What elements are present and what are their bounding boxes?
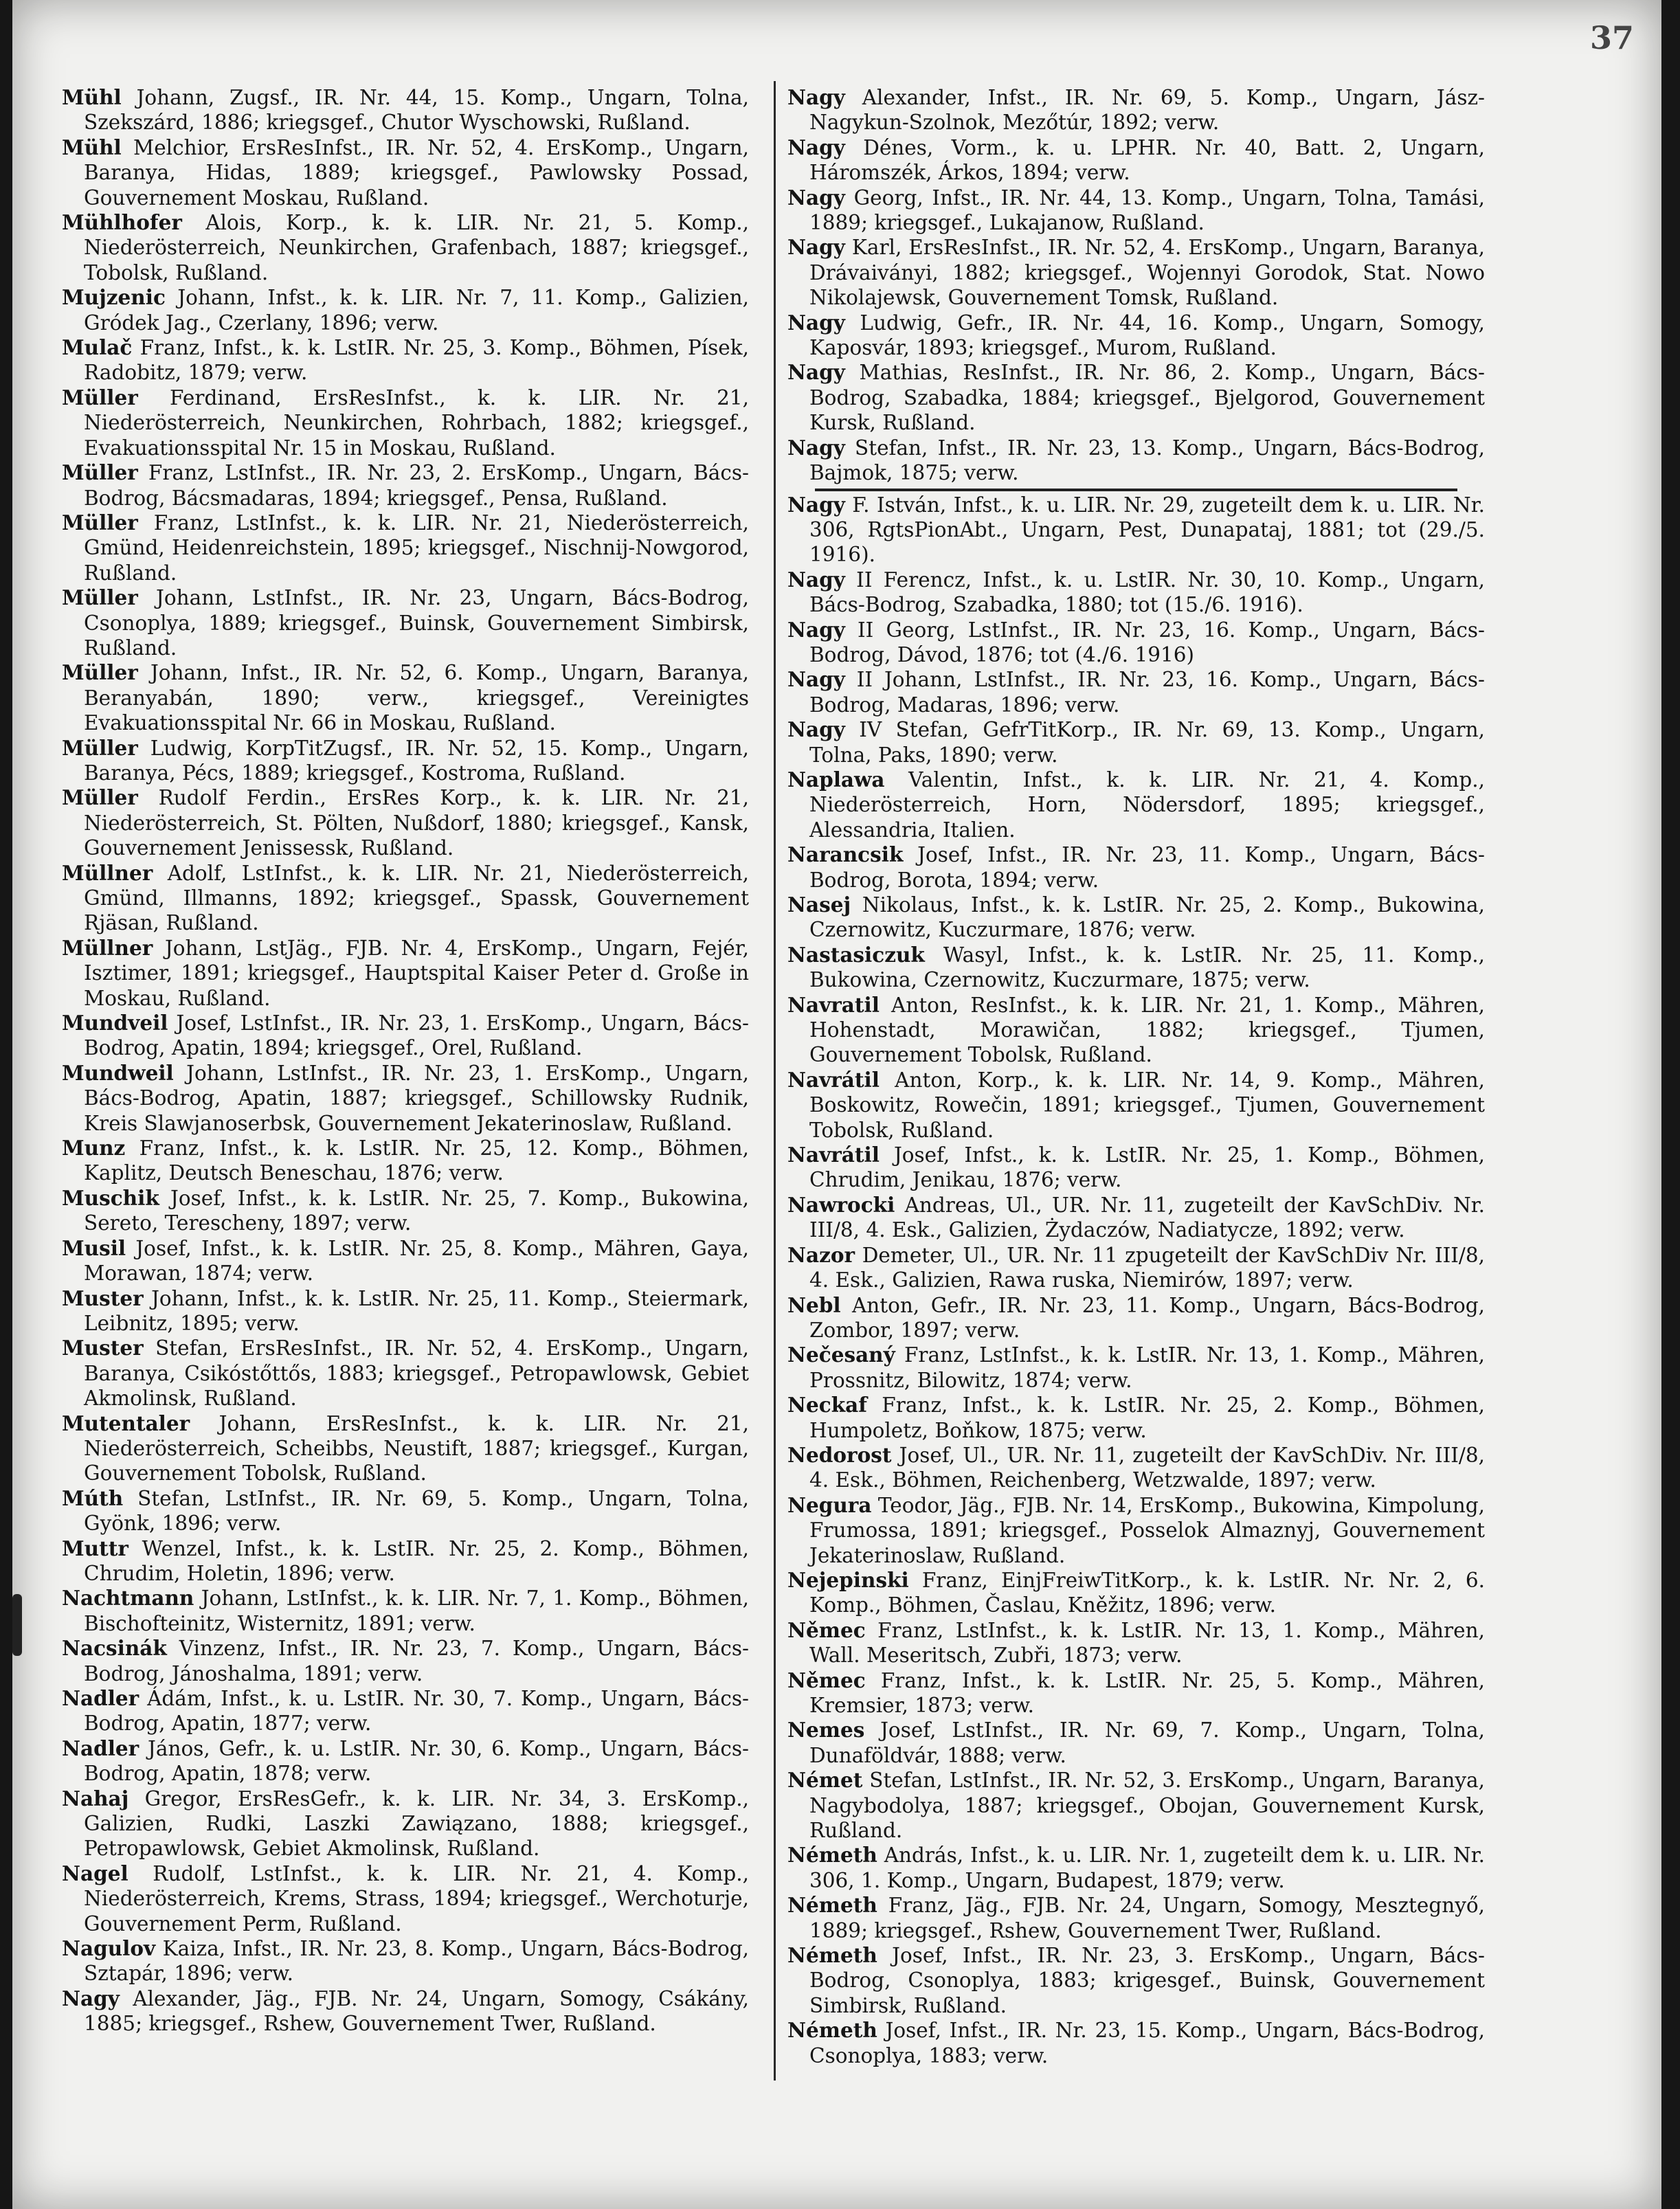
list-entry — [787, 993, 1485, 1068]
list-entry — [62, 1936, 749, 1986]
entry-surname: Mundveil — [62, 1011, 168, 1035]
section-separator — [815, 489, 1457, 491]
entry-details: II Ferencz, Infst., k. u. LstIR. Nr. 30, 10. Komp., Ungarn, Bács-Bodrog, Szabadka, 1880; tot (15./6. 1916). — [809, 568, 1485, 617]
right-column — [787, 85, 1485, 2068]
entry-details: Alexander, Jäg., FJB. Nr. 24, Ungarn, Somogy, Csákány, 1885; kriegsgef., Rshew, Gouvernement Twer, Rußland. — [84, 1986, 749, 2036]
entry-surname: Mühl — [62, 85, 122, 109]
entry-details: Stefan, LstInfst., IR. Nr. 69, 5. Komp., Ungarn, Tolna, Gyönk, 1896; verw. — [84, 1486, 749, 1536]
entry-surname: Neckaf — [787, 1393, 867, 1417]
list-entry — [62, 1186, 749, 1236]
entry-surname: Müller — [62, 735, 138, 760]
list-entry — [62, 1061, 749, 1136]
entry-surname: Mühl — [62, 135, 122, 159]
entry-surname: Müller — [62, 585, 138, 610]
list-entry — [62, 1136, 749, 1186]
page-number: 37 — [1589, 19, 1634, 56]
list-entry — [62, 1286, 749, 1336]
list-entry — [787, 1568, 1485, 1618]
entry-details: Johann, ErsResInfst., k. k. LIR. Nr. 21, Niederösterreich, Scheibbs, Neustift, 1887; kriegsgef., Kurgan, Gouvernement Tobolsk, Rußland. — [84, 1411, 749, 1485]
entry-details: Josef, Infst., IR. Nr. 23, 11. Komp., Ungarn, Bács-Bodrog, Borota, 1894; verw. — [809, 843, 1485, 892]
list-entry — [62, 385, 749, 460]
list-entry — [62, 1536, 749, 1586]
entry-surname: Németh — [787, 2018, 877, 2043]
entry-details: Stefan, LstInfst., IR. Nr. 52, 3. ErsKomp., Ungarn, Baranya, Nagybodolya, 1887; kriegsgef., Obojan, Gouvernement Kursk, Rußland. — [809, 1769, 1485, 1843]
list-entry — [787, 2018, 1485, 2068]
list-entry — [62, 285, 749, 335]
entry-details: Stefan, ErsResInfst., IR. Nr. 52, 4. ErsKomp., Ungarn, Baranya, Csikóstőttős, 1883; kriegsgef., Petropawlowsk, Gebiet Akmolinsk, Rußland. — [84, 1336, 749, 1411]
list-entry — [787, 1668, 1485, 1718]
entry-surname: Muttr — [62, 1536, 128, 1560]
entry-details: Johann, LstInfst., IR. Nr. 23, Ungarn, Bács-Bodrog, Csonoplya, 1889; kriegsgef., Buinsk, Gouvernement Simbirsk, Rußland. — [84, 586, 749, 660]
entry-surname: Müllner — [62, 860, 153, 885]
list-entry — [62, 1411, 749, 1486]
entry-surname: Nedorost — [787, 1442, 892, 1467]
list-entry — [787, 311, 1485, 361]
list-entry — [62, 1986, 749, 2037]
entry-surname: Munz — [62, 1136, 126, 1160]
list-entry — [62, 660, 749, 735]
entry-surname: Nagy — [787, 667, 845, 692]
entry-details: Valentin, Infst., k. k. LIR. Nr. 21, 4. Komp., Niederösterreich, Horn, Nödersdorf, 1895; kriegsgef., Alessandria, Italien. — [809, 767, 1485, 842]
entry-details: Rudolf, LstInfst., k. k. LIR. Nr. 21, 4. Komp., Niederösterreich, Krems, Strass, 1894; kriegsgef., Werchoturje, Gouvernement Perm, Rußland. — [84, 1861, 749, 1936]
entry-details: Adolf, LstInfst., k. k. LIR. Nr. 21, Niederösterreich, Gmünd, Illmanns, 1892; kriegsgef., Spassk, Gouvernement Rjäsan, Rußland. — [84, 861, 749, 935]
entry-surname: Němec — [787, 1668, 866, 1692]
entry-details: F. István, Infst., k. u. LIR. Nr. 29, zugeteilt dem k. u. LIR. Nr. 306, RgtsPionAbt., Ungarn, Pest, Dunapataj, 1881; tot (29./5. 1916). — [809, 493, 1485, 567]
list-entry — [787, 1843, 1485, 1893]
entry-details: Anton, Korp., k. k. LIR. Nr. 14, 9. Komp., Mähren, Boskowitz, Rowečin, 1891; kriegsgef., Tjumen, Gouvernement Tobolsk, Rußland. — [809, 1068, 1485, 1142]
entry-surname: Navratil — [787, 992, 880, 1017]
entry-details: Andreas, Ul., UR. Nr. 11, zugeteilt der KavSchDiv. Nr. III/8, 4. Esk., Galizien, Żydaczów, Nadiatycze, 1892; verw. — [809, 1193, 1485, 1242]
entry-surname: Németh — [787, 1893, 877, 1918]
list-entry — [62, 1236, 749, 1286]
entry-surname: Nawrocki — [787, 1192, 895, 1217]
list-entry — [787, 1893, 1485, 1943]
list-entry — [62, 785, 749, 860]
entry-surname: Müller — [62, 385, 138, 410]
entry-surname: Nejepinski — [787, 1567, 909, 1592]
list-entry — [787, 568, 1485, 618]
list-entry — [62, 85, 749, 135]
entry-details: Franz, LstInfst., k. k. LstIR. Nr. 13, 1. Komp., Mähren, Prossnitz, Bilowitz, 1874; verw. — [809, 1343, 1485, 1392]
column-divider — [774, 81, 776, 2081]
entry-details: Anton, ResInfst., k. k. LIR. Nr. 21, 1. Komp., Mähren, Hohenstadt, Morawičan, 1882; kriegsgef., Tjumen, Gouvernement Tobolsk, Rußland. — [809, 993, 1485, 1067]
entry-surname: Nastasiczuk — [787, 942, 925, 967]
entry-details: Josef, Infst., IR. Nr. 23, 15. Komp., Ungarn, Bács-Bodrog, Csonoplya, 1883; verw. — [809, 2019, 1485, 2067]
list-entry — [62, 1786, 749, 1861]
entry-surname: Mujzenic — [62, 285, 166, 310]
entry-details: Rudolf Ferdin., ErsRes Korp., k. k. LIR. Nr. 21, Niederösterreich, St. Pölten, Nußdorf, 1880; kriegsgef., Kansk, Gouvernement Jenissessk, Rußland. — [84, 786, 749, 860]
entry-details: II Johann, LstInfst., IR. Nr. 23, 16. Komp., Ungarn, Bács-Bodrog, Madaras, 1896; verw. — [809, 668, 1485, 717]
entry-details: Ludwig, KorpTitZugsf., IR. Nr. 52, 15. Komp., Ungarn, Baranya, Pécs, 1889; kriegsgef., Kostroma, Rußland. — [84, 736, 749, 785]
list-entry — [787, 1193, 1485, 1243]
entry-details: Franz, LstInfst., IR. Nr. 23, 2. ErsKomp., Ungarn, Bács-Bodrog, Bácsmadaras, 1894; kriegsgef., Pensa, Rußland. — [84, 461, 749, 510]
entry-details: Ludwig, Gefr., IR. Nr. 44, 16. Komp., Ungarn, Somogy, Kaposvár, 1893; kriegsgef., Murom, Rußland. — [809, 311, 1485, 360]
list-entry — [787, 1068, 1485, 1143]
entry-details: Georg, Infst., IR. Nr. 44, 13. Komp., Ungarn, Tolna, Tamási, 1889; kriegsgef., Lukajanow, Rußland. — [809, 186, 1485, 235]
list-entry — [62, 335, 749, 385]
entry-surname: Nasej — [787, 893, 851, 917]
entry-surname: Nahaj — [62, 1786, 129, 1810]
entry-details: Franz, Infst., k. k. LstIR. Nr. 25, 12. Komp., Böhmen, Kaplitz, Deutsch Beneschau, 1876; verw. — [84, 1136, 749, 1185]
list-entry — [787, 135, 1485, 186]
entry-details: Johann, Infst., k. k. LstIR. Nr. 25, 11. Komp., Steiermark, Leibnitz, 1895; verw. — [84, 1286, 749, 1335]
list-entry — [62, 460, 749, 511]
entry-surname: Nazor — [787, 1242, 855, 1267]
entry-details: Franz, Infst., k. k. LstIR. Nr. 25, 5. Komp., Mähren, Kremsier, 1873; verw. — [809, 1668, 1485, 1717]
entry-surname: Németh — [787, 1943, 877, 1968]
entry-details: János, Gefr., k. u. LstIR. Nr. 30, 6. Komp., Ungarn, Bács-Bodrog, Apatin, 1878; verw. — [84, 1736, 749, 1786]
list-entry — [62, 1636, 749, 1686]
entry-surname: Navrátil — [787, 1143, 880, 1167]
list-entry — [787, 235, 1485, 310]
entry-surname: Múth — [62, 1485, 124, 1510]
entry-surname: Navrátil — [787, 1067, 880, 1092]
list-entry — [787, 1943, 1485, 2018]
entry-details: Wenzel, Infst., k. k. LstIR. Nr. 25, 2. Komp., Böhmen, Chrudim, Holetin, 1896; verw. — [84, 1536, 749, 1585]
entry-details: Franz, Infst., k. k. LstIR. Nr. 25, 2. Komp., Böhmen, Humpoletz, Boňkow, 1875; verw. — [809, 1393, 1485, 1442]
entry-surname: Nebl — [787, 1292, 841, 1317]
document-page — [12, 0, 1661, 2209]
list-entry — [62, 936, 749, 1011]
entry-details: Gregor, ErsResGefr., k. k. LIR. Nr. 34, 3. ErsKomp., Galizien, Rudki, Laszki Zawiązano, 1888; kriegsgef., Petropawlowsk, Gebiet Akmolinsk, Rußland. — [84, 1786, 749, 1861]
list-entry — [62, 1861, 749, 1936]
entry-surname: Nemes — [787, 1718, 865, 1742]
list-entry — [787, 85, 1485, 135]
list-entry — [787, 1143, 1485, 1193]
entry-surname: Nadler — [62, 1686, 139, 1710]
entry-surname: Naplawa — [787, 767, 885, 792]
entry-details: Ádám, Infst., k. u. LstIR. Nr. 30, 7. Komp., Ungarn, Bács-Bodrog, Apatin, 1877; verw. — [84, 1687, 749, 1736]
entry-surname: Mutentaler — [62, 1411, 190, 1435]
list-entry — [787, 717, 1485, 767]
entry-details: Johann, Zugsf., IR. Nr. 44, 15. Komp., Ungarn, Tolna, Szekszárd, 1886; kriegsgef., Chutor Wyschowski, Rußland. — [84, 86, 749, 135]
list-entry — [787, 436, 1485, 486]
entry-surname: Nečesaný — [787, 1343, 895, 1367]
entry-details: Alexander, Infst., IR. Nr. 69, 5. Komp., Ungarn, Jász-Nagykun-Szolnok, Mezőtúr, 1892; verw. — [809, 86, 1485, 135]
list-entry — [62, 585, 749, 660]
entry-details: Josef, Infst., k. k. LstIR. Nr. 25, 1. Komp., Böhmen, Chrudim, Jenikau, 1876; verw. — [809, 1143, 1485, 1192]
entry-surname: Nagy — [787, 617, 845, 642]
entry-surname: Müller — [62, 460, 138, 485]
list-entry — [787, 1768, 1485, 1843]
list-entry — [787, 1443, 1485, 1493]
list-entry — [787, 1618, 1485, 1668]
list-entry — [62, 736, 749, 786]
entry-surname: Nagel — [62, 1861, 128, 1885]
entry-details: Anton, Gefr., IR. Nr. 23, 11. Komp., Ungarn, Bács-Bodrog, Zombor, 1897; verw. — [809, 1293, 1485, 1342]
entry-surname: Nagy — [787, 435, 845, 460]
list-entry — [62, 1586, 749, 1636]
entry-details: Johann, LstJäg., FJB. Nr. 4, ErsKomp., Ungarn, Fejér, Isztimer, 1891; kriegsgef., Hauptspital Kaiser Peter d. Große in Moskau, Rußland. — [84, 936, 749, 1010]
entry-details: Vinzenz, Infst., IR. Nr. 23, 7. Komp., Ungarn, Bács-Bodrog, Jánoshalma, 1891; verw. — [84, 1637, 749, 1685]
binding-clip — [12, 1594, 22, 1656]
entry-details: Stefan, Infst., IR. Nr. 23, 13. Komp., Ungarn, Bács-Bodrog, Bajmok, 1875; verw. — [809, 436, 1485, 485]
list-entry — [62, 861, 749, 936]
entry-surname: Nagy — [787, 185, 845, 210]
entry-details: Wasyl, Infst., k. k. LstIR. Nr. 25, 11. Komp., Bukowina, Czernowitz, Kuczurmare, 1875; verw. — [809, 943, 1485, 992]
entry-details: Johann, LstInfst., k. k. LIR. Nr. 7, 1. Komp., Böhmen, Bischofteinitz, Wisternitz, 1891; verw. — [84, 1586, 749, 1635]
list-entry — [787, 767, 1485, 842]
list-entry — [787, 618, 1485, 668]
entry-surname: Németh — [787, 1843, 877, 1868]
entry-details: Josef, Infst., IR. Nr. 23, 3. ErsKomp., Ungarn, Bács-Bodrog, Csonoplya, 1883; krigesgef., Buinsk, Gouvernement Simbirsk, Rußland. — [809, 1944, 1485, 2017]
entry-details: Johann, Infst., IR. Nr. 52, 6. Komp., Ungarn, Baranya, Beranyabán, 1890; verw., kriegsgef., Vereinigtes Evakuationsspital Nr. 66 in Moskau, Rußland. — [84, 661, 749, 735]
entry-details: András, Infst., k. u. LIR. Nr. 1, zugeteilt dem k. u. LIR. Nr. 306, 1. Komp., Ungarn, Budapest, 1879; verw. — [809, 1843, 1485, 1892]
entry-surname: Nadler — [62, 1736, 139, 1760]
entry-surname: Nagy — [787, 492, 845, 517]
entry-surname: Nagulov — [62, 1936, 156, 1961]
list-entry — [62, 1736, 749, 1786]
entry-details: Kaiza, Infst., IR. Nr. 23, 8. Komp., Ungarn, Bács-Bodrog, Sztapár, 1896; verw. — [84, 1937, 749, 1986]
entry-surname: Musil — [62, 1235, 126, 1260]
entry-surname: Negura — [787, 1492, 872, 1517]
entry-surname: Nagy — [787, 310, 845, 335]
list-entry — [787, 1293, 1485, 1343]
entry-details: Mathias, ResInfst., IR. Nr. 86, 2. Komp., Ungarn, Bács-Bodrog, Szabadka, 1884; kriegsgef., Bjelgorod, Gouvernement Kursk, Rußland. — [809, 361, 1485, 435]
list-entry — [787, 1343, 1485, 1393]
entry-surname: Narancsik — [787, 842, 904, 867]
list-entry — [787, 667, 1485, 717]
entry-surname: Nagy — [787, 135, 845, 159]
list-entry — [787, 943, 1485, 993]
list-entry — [62, 1336, 749, 1411]
list-entry — [787, 893, 1485, 943]
entry-details: Karl, ErsResInfst., IR. Nr. 52, 4. ErsKomp., Ungarn, Baranya, Drávaiványi, 1882; kriegsgef., Wojennyi Gorodok, Stat. Nowo Nikolajewsk, Gouvernement Tomsk, Rußland. — [809, 236, 1485, 310]
list-entry — [62, 135, 749, 210]
entry-details: Josef, LstInfst., IR. Nr. 69, 7. Komp., Ungarn, Tolna, Dunaföldvár, 1888; verw. — [809, 1718, 1485, 1767]
entry-details: Josef, Ul., UR. Nr. 11, zugeteilt der KavSchDiv. Nr. III/8, 4. Esk., Böhmen, Reichenberg, Wetzwalde, 1897; verw. — [809, 1443, 1485, 1492]
entry-details: Josef, Infst., k. k. LstIR. Nr. 25, 7. Komp., Bukowina, Sereto, Terescheny, 1897; verw. — [84, 1186, 749, 1235]
list-entry — [787, 186, 1485, 236]
entry-details: Teodor, Jäg., FJB. Nr. 14, ErsKomp., Bukowina, Kimpolung, Frumossa, 1891; kriegsgef., Posselok Almaznyj, Gouvernement Jekaterinoslaw, Rußland. — [809, 1493, 1485, 1567]
list-entry — [787, 1493, 1485, 1568]
entry-surname: Muschik — [62, 1185, 159, 1210]
entry-surname: Mulač — [62, 335, 133, 360]
list-entry — [62, 511, 749, 585]
entry-details: Josef, Infst., k. k. LstIR. Nr. 25, 8. Komp., Mähren, Gaya, Morawan, 1874; verw. — [84, 1236, 749, 1286]
entry-surname: Nagy — [787, 235, 845, 260]
entry-surname: Müller — [62, 510, 138, 535]
entry-surname: Muster — [62, 1336, 144, 1360]
list-entry — [62, 1486, 749, 1536]
list-entry — [787, 842, 1485, 893]
entry-surname: Mundweil — [62, 1060, 174, 1085]
left-column — [62, 85, 749, 2037]
entry-details: Franz, Infst., k. k. LstIR. Nr. 25, 3. Komp., Böhmen, Písek, Radobitz, 1879; verw. — [84, 336, 749, 385]
entry-details: Alois, Korp., k. k. LIR. Nr. 21, 5. Komp., Niederösterreich, Neunkirchen, Grafenbach, 1887; kriegsgef., Tobolsk, Rußland. — [84, 211, 749, 284]
list-entry — [787, 1243, 1485, 1293]
entry-surname: Nagy — [787, 360, 845, 385]
entry-surname: Nachtmann — [62, 1586, 194, 1611]
entry-surname: Mühlhofer — [62, 210, 182, 235]
entry-surname: Muster — [62, 1286, 144, 1310]
entry-details: Franz, Jäg., FJB. Nr. 24, Ungarn, Somogy, Mesztegnyő, 1889; kriegsgef., Rshew, Gouvernement Twer, Rußland. — [809, 1894, 1486, 1942]
entry-surname: Nagy — [62, 1986, 120, 2010]
list-entry — [62, 1686, 749, 1736]
entry-details: Franz, EinjFreiwTitKorp., k. k. LstIR. Nr. Nr. 2, 6. Komp., Böhmen, Časlau, Kněžitz, 1896; verw. — [809, 1568, 1485, 1617]
entry-details: Franz, LstInfst., k. k. LIR. Nr. 21, Niederösterreich, Gmünd, Heidenreichstein, 1895; kriegsgef., Nischnij-Nowgorod, Rußland. — [84, 511, 749, 585]
entry-details: II Georg, LstInfst., IR. Nr. 23, 16. Komp., Ungarn, Bács-Bodrog, Dávod, 1876; tot (4./6. 1916) — [809, 618, 1485, 666]
entry-details: Josef, LstInfst., IR. Nr. 23, 1. ErsKomp., Ungarn, Bács-Bodrog, Apatin, 1894; kriegsgef., Orel, Rußland. — [84, 1011, 749, 1060]
list-entry — [787, 360, 1485, 435]
entry-surname: Német — [787, 1768, 863, 1793]
entry-details: Demeter, Ul., UR. Nr. 11 zpugeteilt der KavSchDiv Nr. III/8, 4. Esk., Galizien, Rawa ruska, Niemirów, 1897; verw. — [809, 1243, 1485, 1292]
entry-details: IV Stefan, GefrTitKorp., IR. Nr. 69, 13. Komp., Ungarn, Tolna, Paks, 1890; verw. — [809, 718, 1485, 767]
list-entry — [62, 210, 749, 285]
entry-details: Dénes, Vorm., k. u. LPHR. Nr. 40, Batt. 2, Ungarn, Háromszék, Árkos, 1894; verw. — [809, 135, 1485, 185]
entry-surname: Nagy — [787, 85, 845, 109]
entry-details: Franz, LstInfst., k. k. LstIR. Nr. 13, 1. Komp., Mähren, Wall. Meseritsch, Zubři, 1873; verw. — [809, 1618, 1485, 1668]
list-entry — [787, 1393, 1485, 1443]
entry-details: Melchior, ErsResInfst., IR. Nr. 52, 4. ErsKomp., Ungarn, Baranya, Hidas, 1889; kriegsgef., Pawlowsky Possad, Gouvernement Moskau, Rußland. — [84, 135, 749, 210]
list-entry — [787, 493, 1485, 568]
entry-surname: Němec — [787, 1617, 866, 1642]
entry-surname: Müllner — [62, 935, 153, 960]
entry-surname: Nagy — [787, 567, 845, 592]
entry-details: Johann, LstInfst., IR. Nr. 23, 1. ErsKomp., Ungarn, Bács-Bodrog, Apatin, 1887; kriegsgef., Schillowsky Rudnik, Kreis Slawjanoserbsk, Gouvernement Jekaterinoslaw, Rußland. — [84, 1061, 749, 1135]
entry-details: Ferdinand, ErsResInfst., k. k. LIR. Nr. 21, Niederösterreich, Neunkirchen, Rohrbach, 1882; kriegsgef., Evakuationsspital Nr. 15 in Moskau, Rußland. — [84, 385, 749, 460]
entry-details: Johann, Infst., k. k. LIR. Nr. 7, 11. Komp., Galizien, Gródek Jag., Czerlany, 1896; verw. — [84, 286, 749, 335]
list-entry — [62, 1011, 749, 1061]
entry-surname: Müller — [62, 785, 138, 810]
entry-surname: Nacsinák — [62, 1636, 167, 1661]
entry-surname: Nagy — [787, 717, 845, 742]
list-entry — [787, 1718, 1485, 1768]
entry-details: Nikolaus, Infst., k. k. LstIR. Nr. 25, 2. Komp., Bukowina, Czernowitz, Kuczurmare, 1876; verw. — [809, 893, 1485, 942]
entry-surname: Müller — [62, 660, 138, 685]
